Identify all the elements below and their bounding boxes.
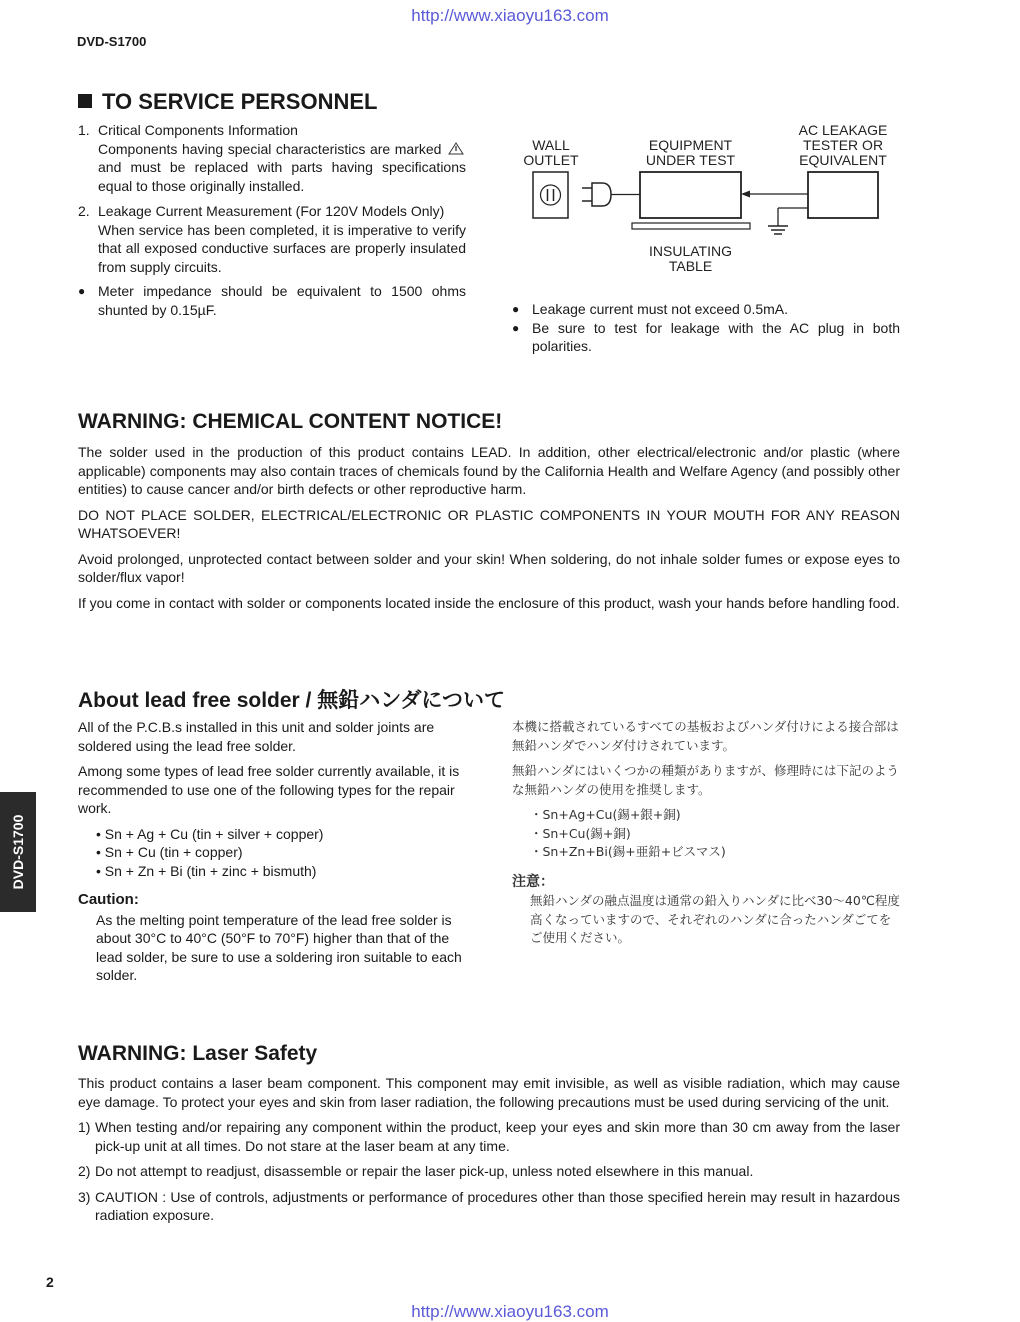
arrow-head-icon — [741, 191, 750, 198]
leakage-title: Leakage Current Measurement (For 120V Models Only) — [98, 203, 445, 219]
laser-section-title: WARNING: Laser Safety — [78, 1042, 318, 1065]
warning-triangle-icon — [448, 142, 464, 155]
chemical-section-title: WARNING: CHEMICAL CONTENT NOTICE! — [78, 410, 503, 433]
square-bullet-icon — [78, 94, 92, 108]
lead-free-jp-paragraph: 無鉛ハンダにはいくつかの種類がありますが、修理時には下記のような無鉛ハンダの使用を推奨します。 — [512, 763, 900, 797]
laser-safety-body — [78, 1074, 900, 1225]
tester-box — [808, 172, 878, 218]
caution-title: Caution: — [78, 891, 139, 908]
service-right-bullets — [512, 300, 900, 356]
plug-icon — [592, 183, 611, 206]
laser-intro: This product contains a laser beam component. This component may emit invisible, as well as visible radiation, which may cause eye damage. To protect your eyes and skin from laser radiation, the following precautions must be used during servicing of the unit. — [78, 1075, 900, 1110]
wall-outlet-box — [533, 172, 568, 218]
lead-free-paragraph: All of the P.C.B.s installed in this unit and solder joints are soldered using the lead free solder. — [78, 719, 435, 754]
chemical-paragraph: DO NOT PLACE SOLDER, ELECTRICAL/ELECTRONIC OR PLASTIC COMPONENTS IN YOUR MOUTH FOR ANY REASON WHATSOEVER! — [78, 506, 900, 541]
item-number: 1) — [78, 1119, 91, 1135]
chemical-notice-body — [78, 443, 900, 612]
chemical-paragraph: Avoid prolonged, unprotected contact between solder and your skin! When soldering, do not inhale solder fumes or expose eyes to solder/flux vapor! — [78, 550, 900, 585]
meter-impedance-text: Meter impedance should be equivalent to 1500 ohms shunted by 0.15µF. — [98, 283, 466, 318]
top-url-link[interactable]: http://www.xiaoyu163.com — [411, 6, 609, 25]
equipment-label: EQUIPMENT UNDER TEST — [645, 137, 736, 168]
caution-jp-title: 注意： — [512, 873, 554, 890]
critical-components-title: Critical Components Information — [98, 122, 298, 138]
lead-free-english-column — [78, 718, 466, 985]
leakage-limit-text: Leakage current must not exceed 0.5mA. — [532, 301, 789, 317]
page-number: 2 — [46, 1274, 54, 1290]
caution-text: As the melting point temperature of the lead free solder is about 30°C to 40°C (50°F to 70°F) higher than that of the lead solder, be sure to use a soldering iron suitable to each solder. — [96, 911, 462, 983]
lead-free-section-title: About lead free solder / 無鉛ハンダについて — [78, 689, 505, 712]
solder-type-jp-item: ・Sn+Ag+Cu(錫+銀+銅) — [530, 807, 681, 822]
leakage-body: When service has been completed, it is imperative to verify that all exposed conductive surfaces are properly insulated from supply circuits. — [98, 221, 466, 275]
tester-label: AC LEAKAGE TESTER OR EQUIVALENT — [798, 122, 888, 168]
solder-type-item: • Sn + Zn + Bi (tin + zinc + bismuth) — [96, 862, 317, 879]
precaution-text: CAUTION : Use of controls, adjustments or performance of procedures other than those specified herein may result in hazardous radiation exposure. — [95, 1188, 900, 1223]
polarity-text: Be sure to test for leakage with the AC plug in both polarities. — [532, 319, 900, 354]
outlet-socket-icon — [541, 185, 561, 205]
lead-free-japanese-column — [512, 718, 900, 948]
service-section-title: TO SERVICE PERSONNEL — [78, 89, 377, 115]
equipment-box — [640, 172, 741, 218]
side-tab-label: DVD-S1700 — [10, 814, 26, 890]
lead-free-paragraph: Among some types of lead free solder currently available, it is recommended to use one of the following types for the repair work. — [78, 763, 460, 816]
solder-type-list — [78, 825, 466, 881]
model-name: DVD-S1700 — [77, 34, 147, 49]
insulating-table-shape — [632, 223, 750, 229]
solder-type-jp-item: ・Sn+Zn+Bi(錫+亜鉛+ビスマス) — [530, 844, 726, 859]
chemical-paragraph: If you come in contact with solder or components located inside the enclosure of this product, wash your hands before handling food. — [78, 594, 900, 611]
caution-jp-text: 無鉛ハンダの融点温度は通常の鉛入りハンダに比べ30〜40℃程度高くなっていますので、それぞれのハンダに合ったハンダごてをご使用ください。 — [530, 893, 900, 945]
bullet-icon: ● — [78, 284, 86, 298]
bottom-url-link[interactable]: http://www.xiaoyu163.com — [411, 1302, 609, 1321]
solder-type-jp-item: ・Sn+Cu(錫+銅) — [530, 825, 631, 841]
precaution-text: When testing and/or repairing any component within the product, keep your eyes and skin more than 30 cm away from the laser pick-up unit at all times. Do not stare at the laser beam at any time. — [95, 1119, 900, 1154]
bullet-icon: ● — [512, 320, 520, 335]
solder-type-jp-list — [512, 806, 900, 862]
lead-free-jp-paragraph: 本機に搭載されているすべての基板およびハンダ付けによる接合部は無鉛ハンダでハンダ付けされています。 — [512, 719, 899, 753]
insulating-table-label: INSULATING TABLE — [649, 243, 732, 274]
item-number: 2. — [78, 203, 90, 219]
wall-outlet-label: WALL OUTLET — [523, 137, 579, 168]
laser-precaution-item — [78, 1188, 900, 1225]
side-model-tab — [0, 792, 36, 912]
service-left-column — [78, 121, 466, 319]
chemical-paragraph: The solder used in the production of this product contains LEAD. In addition, other electrical/electronic and/or plastic (where applicable) components may also contain traces of chemicals found by the California Health and Welfare Agency (and possibly other entities) to cause cancer and/or birth defects or other reproductive harm. — [78, 444, 900, 497]
critical-components-body: Components having special characteristics are marked and must be replaced with parts having specifications equal to those originally installed. — [98, 140, 466, 194]
solder-type-item: • Sn + Cu (tin + copper) — [96, 844, 243, 860]
solder-type-item: • Sn + Ag + Cu (tin + silver + copper) — [96, 825, 324, 842]
item-number: 3) — [78, 1188, 91, 1205]
precaution-text: Do not attempt to readjust, disassemble or repair the laser pick-up, unless noted elsewhere in this manual. — [95, 1163, 754, 1179]
laser-precaution-item — [78, 1118, 900, 1155]
item-number: 2) — [78, 1163, 91, 1179]
bullet-icon: ● — [512, 302, 520, 316]
item-number: 1. — [78, 122, 90, 138]
laser-precaution-item — [78, 1162, 900, 1181]
